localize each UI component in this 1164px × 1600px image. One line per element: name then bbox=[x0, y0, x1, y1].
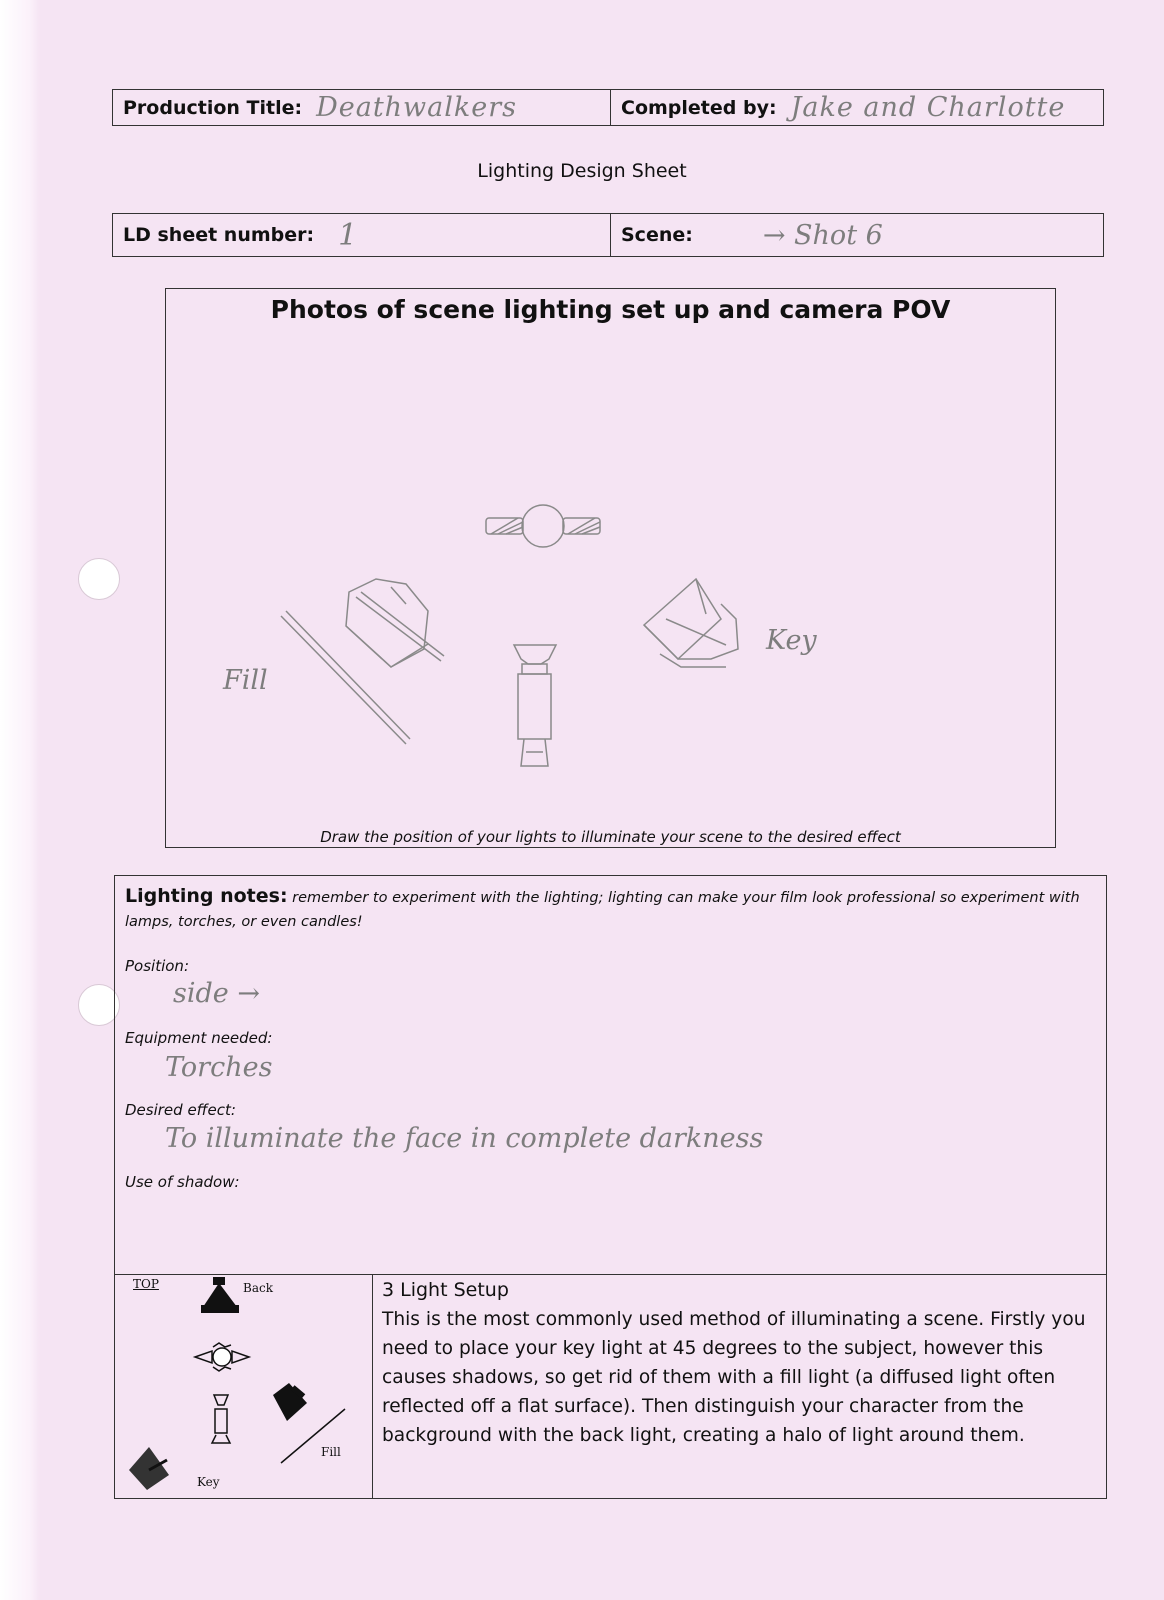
lighting-notes-section bbox=[114, 875, 1107, 1275]
lighting-notes-heading: Lighting notes: bbox=[125, 885, 288, 907]
completed-by-label: Completed by: bbox=[621, 96, 777, 119]
fill-reflector-sketch bbox=[281, 611, 410, 744]
fill-lamp-sketch bbox=[346, 579, 444, 667]
sheet-title: Lighting Design Sheet bbox=[477, 160, 687, 182]
three-light-icons bbox=[115, 1275, 371, 1497]
photo-section-caption: Draw the position of your lights to illuminate your scene to the desired effect bbox=[320, 828, 901, 846]
ld-sheet-number-label: LD sheet number: bbox=[123, 224, 315, 246]
completed-by-cell bbox=[611, 90, 1103, 125]
key-lamp-sketch bbox=[644, 579, 738, 667]
actor-sketch bbox=[486, 505, 600, 547]
back-light-icon bbox=[201, 1277, 239, 1313]
use-of-shadow-label: Use of shadow: bbox=[125, 1173, 240, 1191]
desired-effect-value: To illuminate the face in complete darkness bbox=[165, 1123, 764, 1154]
three-light-title: 3 Light Setup bbox=[382, 1279, 509, 1301]
three-light-section bbox=[114, 1274, 1107, 1499]
scene-cell bbox=[611, 214, 1103, 256]
desired-effect-label: Desired effect: bbox=[125, 1101, 236, 1119]
diagram-back-label: Back bbox=[243, 1281, 273, 1295]
photo-section bbox=[165, 288, 1056, 848]
fill-light-icon bbox=[273, 1383, 307, 1421]
key-light-icon bbox=[129, 1447, 169, 1490]
punch-hole-top bbox=[78, 558, 120, 600]
lighting-notes-header bbox=[125, 884, 1096, 934]
diagram-key-label: Key bbox=[197, 1475, 220, 1489]
position-label: Position: bbox=[125, 957, 189, 975]
equipment-value: Torches bbox=[165, 1052, 273, 1083]
key-sketch-label: Key bbox=[766, 625, 817, 656]
camera-icon bbox=[212, 1395, 230, 1443]
equipment-label: Equipment needed: bbox=[125, 1029, 273, 1047]
scene-value: → Shot 6 bbox=[762, 219, 883, 251]
page-edge bbox=[0, 0, 40, 1600]
position-value: side → bbox=[173, 978, 260, 1009]
header-row bbox=[112, 89, 1104, 126]
photo-section-title: Photos of scene lighting set up and camera POV bbox=[270, 295, 951, 324]
production-title-label: Production Title: bbox=[123, 96, 303, 119]
diagram-fill-label: Fill bbox=[321, 1445, 341, 1459]
three-light-description: This is the most commonly used method of illuminating a scene. Firstly you need to place your key light at 45 degrees to the subject, however this causes shadows, so get rid of them with a fill light (a diffused light often reflected off a flat surface). Then distinguish your character from the background with the back light, creating a halo of light around them. bbox=[382, 1309, 1086, 1446]
fill-sketch-label: Fill bbox=[223, 665, 268, 696]
lighting-notes-intro: remember to experiment with the lighting; lighting can make your film look professional so experiment with lamps, torches, or even candles! bbox=[125, 890, 1080, 930]
sheet-info-row bbox=[112, 213, 1104, 257]
camera-sketch bbox=[514, 645, 556, 766]
completed-by-value: Jake and Charlotte bbox=[790, 92, 1066, 123]
production-title-value: Deathwalkers bbox=[316, 92, 518, 123]
scene-label: Scene: bbox=[621, 224, 693, 246]
ld-sheet-number-cell bbox=[113, 214, 611, 256]
ld-sheet-number-value: 1 bbox=[338, 217, 358, 253]
production-title-cell bbox=[113, 90, 611, 125]
lighting-sketch bbox=[166, 289, 1055, 847]
three-light-diagram bbox=[115, 1275, 373, 1498]
diagram-top-label: TOP bbox=[133, 1277, 159, 1291]
subject-icon bbox=[195, 1343, 249, 1371]
three-light-text-block bbox=[382, 1279, 1096, 1450]
